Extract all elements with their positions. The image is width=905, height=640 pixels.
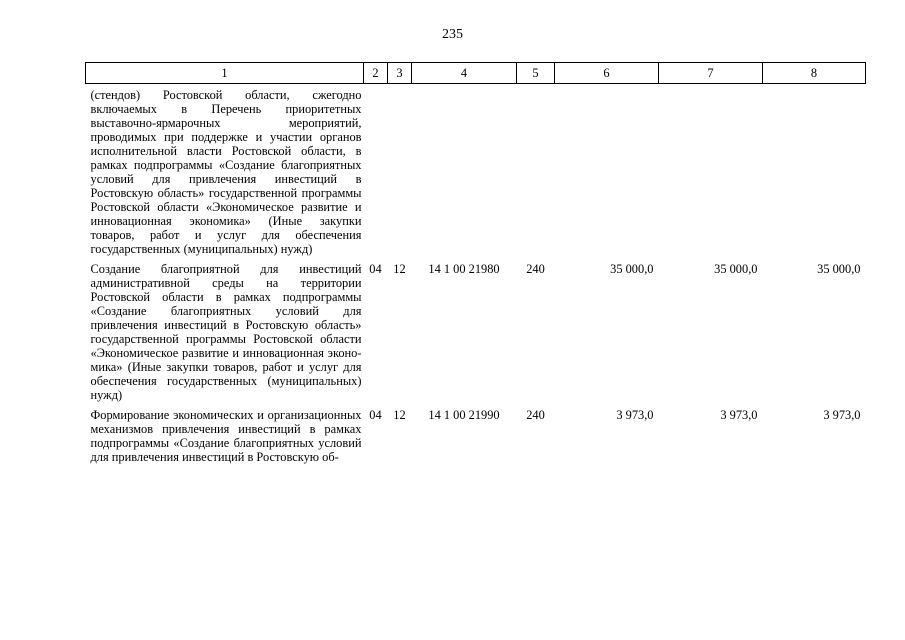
- column-header: 6: [555, 63, 659, 84]
- table-row: [86, 402, 866, 464]
- expense-type-code: [517, 84, 555, 257]
- section-code: 04: [369, 408, 382, 422]
- section-code: 04: [369, 262, 382, 276]
- amount-col-7: [659, 84, 763, 257]
- column-header: 5: [517, 63, 555, 84]
- section-code: [364, 84, 388, 257]
- column-header: 3: [388, 63, 412, 84]
- subsection-code: 12: [393, 408, 406, 422]
- expense-type-code: 240: [526, 262, 545, 276]
- target-article-code: [412, 84, 517, 257]
- amount-col-6: [555, 84, 659, 257]
- amount-col-6: 3 973,0: [616, 408, 654, 422]
- column-header: 8: [763, 63, 866, 84]
- amount-col-8: 35 000,0: [817, 262, 861, 276]
- budget-table: [85, 62, 866, 464]
- column-header: 4: [412, 63, 517, 84]
- column-header: 1: [86, 63, 364, 84]
- target-article-code: 14 1 00 21990: [428, 408, 500, 422]
- header-row: [86, 63, 866, 84]
- page-number: 235: [442, 27, 463, 42]
- column-header: 2: [364, 63, 388, 84]
- table-row: [86, 256, 866, 402]
- column-header: 7: [659, 63, 763, 84]
- amount-col-6: 35 000,0: [610, 262, 654, 276]
- amount-col-7: 3 973,0: [720, 408, 758, 422]
- target-article-code: 14 1 00 21980: [428, 262, 500, 276]
- table-row: [86, 84, 866, 257]
- row-description: Формирование экономических и организационных механизмов привлечения инвестиций в рамках подпрограммы «Создание благоприятных условий для привлечения инвестиций в Ростовскую об-: [90, 408, 362, 464]
- row-description: (стендов) Ростовской области, сжегодно включаемых в Перечень приоритетных выставочно-ярмарочных мероприятий, проводимых при поддержке и участии органов исполнительной власти Ростовской области, в рамках подпрограммы «Создание благоприятных условий для привлечения инвестиций в Ростовскую область» государственной программы Ростовской области «Экономическое развитие и инновационная экономика» (Иные закупки товаров, работ и услуг для обеспечения государственных (муниципальных) нужд): [90, 88, 362, 256]
- row-description: Создание благоприятной для инвестиций административной среды на территории Ростовской области в рамках подпрограммы «Создание благоприятных условий для привлечения инвестиций в Ростовскую область» государственной программы Ростовской области «Экономическое развитие и инновационная экономика» (Иные закупки товаров, работ и услуг для обеспечения государственных (муниципальных) нужд): [90, 262, 362, 402]
- subsection-code: [388, 84, 412, 257]
- amount-col-7: 35 000,0: [714, 262, 758, 276]
- subsection-code: 12: [393, 262, 406, 276]
- amount-col-8: [763, 84, 866, 257]
- amount-col-8: 3 973,0: [823, 408, 861, 422]
- expense-type-code: 240: [526, 408, 545, 422]
